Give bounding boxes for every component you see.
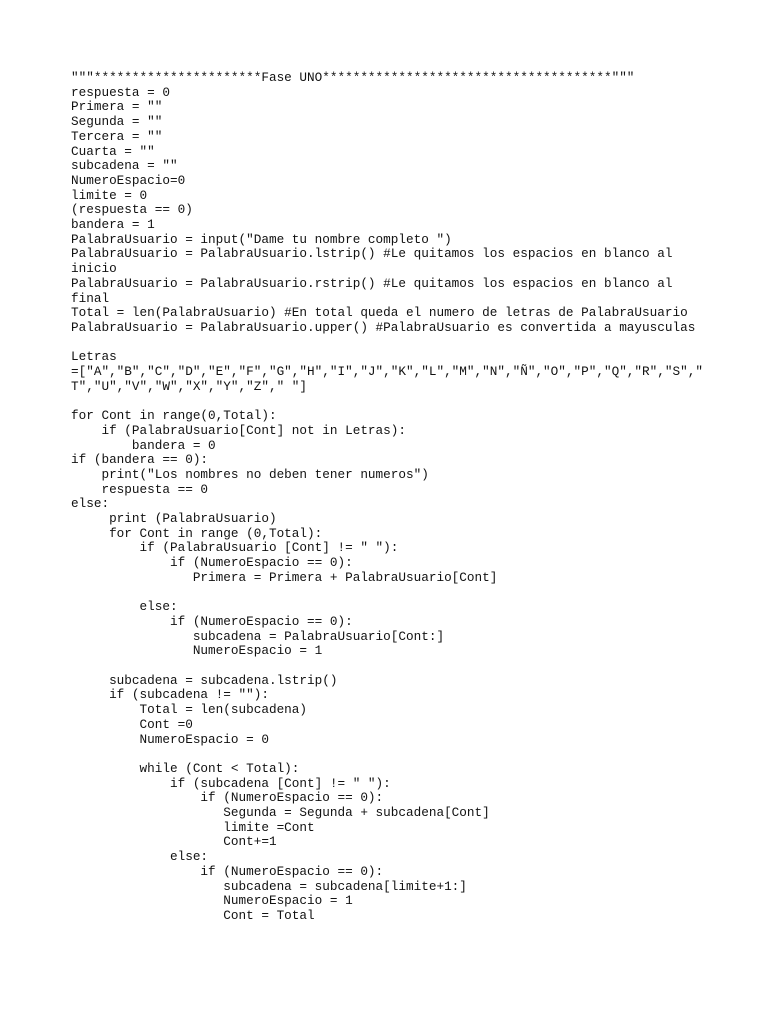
code-line: else: bbox=[71, 599, 178, 615]
code-line: else: bbox=[71, 849, 209, 865]
code-line: if (PalabraUsuario[Cont] not in Letras): bbox=[71, 422, 407, 438]
code-line: if (NumeroEspacio == 0): bbox=[71, 790, 384, 806]
code-line: Cont =0 bbox=[71, 716, 193, 732]
code-line: PalabraUsuario = input("Dame tu nombre completo ") bbox=[71, 231, 452, 247]
code-line: else: bbox=[71, 496, 110, 512]
code-line: if (NumeroEspacio == 0): bbox=[71, 555, 353, 571]
code-line: =["A","B","C","D","E","F","G","H","I","J","K","L","M","N","Ñ","O","P","Q","R","S"," bbox=[71, 364, 703, 380]
code-line: subcadena = PalabraUsuario[Cont:] bbox=[71, 628, 445, 644]
code-line: final bbox=[71, 290, 110, 306]
code-line: T","U","V","W","X","Y","Z"," "] bbox=[71, 378, 308, 394]
blank-line bbox=[71, 394, 751, 409]
code-line: NumeroEspacio = 1 bbox=[71, 643, 323, 659]
code-line: print (PalabraUsuario) bbox=[71, 511, 277, 527]
code-line: if (subcadena [Cont] != " "): bbox=[71, 775, 391, 791]
code-line: Letras bbox=[71, 349, 117, 365]
code-line: Segunda = "" bbox=[71, 114, 163, 130]
code-line: if (NumeroEspacio == 0): bbox=[71, 863, 384, 879]
code-line: respuesta = 0 bbox=[71, 84, 170, 100]
code-line: Primera = Primera + PalabraUsuario[Cont] bbox=[71, 569, 498, 585]
code-line: while (Cont < Total): bbox=[71, 760, 300, 776]
code-line: PalabraUsuario = PalabraUsuario.lstrip() #Le quitamos los espacios en blanco al bbox=[71, 246, 673, 262]
code-line: PalabraUsuario = PalabraUsuario.rstrip() #Le quitamos los espacios en blanco al bbox=[71, 275, 673, 291]
code-line: for Cont in range(0,Total): bbox=[71, 408, 277, 424]
code-line: subcadena = subcadena[limite+1:] bbox=[71, 878, 467, 894]
code-line: (respuesta == 0) bbox=[71, 202, 193, 218]
code-line: Total = len(subcadena) bbox=[71, 702, 308, 718]
code-line: respuesta == 0 bbox=[71, 481, 209, 497]
code-line: """**********************Fase UNO**************************************""" bbox=[71, 70, 635, 85]
blank-line bbox=[71, 747, 751, 762]
code-block bbox=[71, 71, 751, 924]
code-line: NumeroEspacio=0 bbox=[71, 172, 186, 188]
code-line: Tercera = "" bbox=[71, 128, 163, 144]
code-line: NumeroEspacio = 0 bbox=[71, 731, 269, 747]
code-line: Primera = "" bbox=[71, 99, 163, 115]
code-line: bandera = 0 bbox=[71, 437, 216, 453]
code-line: inicio bbox=[71, 261, 117, 277]
code-line: Cont = Total bbox=[71, 908, 315, 923]
code-line: for Cont in range (0,Total): bbox=[71, 525, 323, 541]
blank-line bbox=[71, 659, 751, 674]
code-line: NumeroEspacio = 1 bbox=[71, 893, 353, 909]
code-line: if (subcadena != ""): bbox=[71, 687, 269, 703]
blank-line bbox=[71, 586, 751, 601]
code-line: Total = len(PalabraUsuario) #En total queda el numero de letras de PalabraUsuario bbox=[71, 305, 688, 321]
code-line: if (bandera == 0): bbox=[71, 452, 209, 468]
code-line: Cuarta = "" bbox=[71, 143, 155, 159]
code-line: Cont+=1 bbox=[71, 834, 277, 850]
code-line: print("Los nombres no deben tener numeros") bbox=[71, 466, 429, 482]
code-line: Segunda = Segunda + subcadena[Cont] bbox=[71, 805, 490, 821]
code-line: bandera = 1 bbox=[71, 217, 155, 233]
blank-line bbox=[71, 336, 751, 351]
code-line: limite = 0 bbox=[71, 187, 148, 203]
code-line: PalabraUsuario = PalabraUsuario.upper() #PalabraUsuario es convertida a mayusculas bbox=[71, 319, 696, 335]
code-line: subcadena = "" bbox=[71, 158, 178, 174]
code-line: subcadena = subcadena.lstrip() bbox=[71, 672, 338, 688]
code-line: if (NumeroEspacio == 0): bbox=[71, 613, 353, 629]
code-line: limite =Cont bbox=[71, 819, 315, 835]
code-line: if (PalabraUsuario [Cont] != " "): bbox=[71, 540, 399, 556]
